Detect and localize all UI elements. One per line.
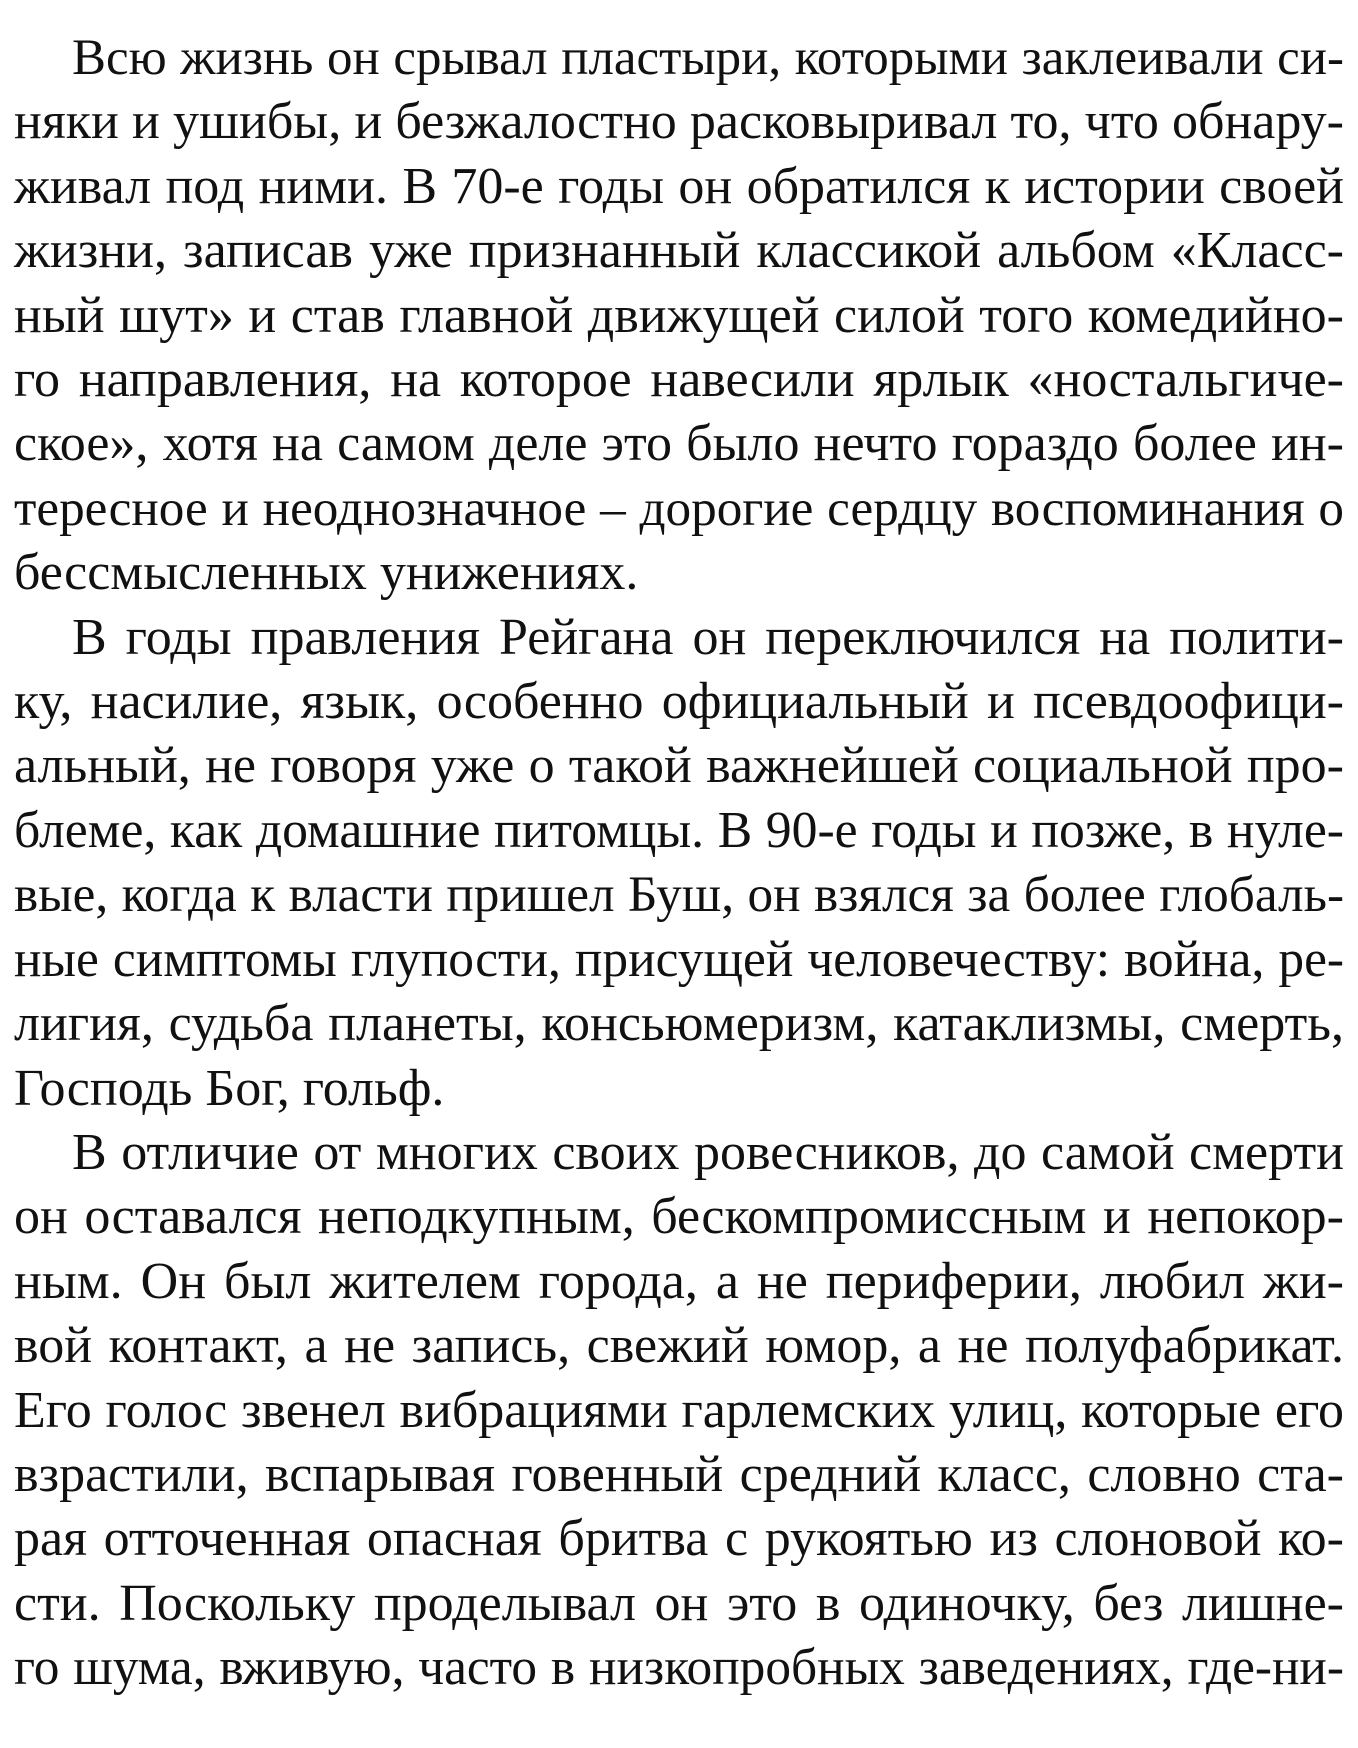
text-line: няки и ушибы, и безжалостно расковыривал то, что обнару- xyxy=(14,93,1344,151)
text-line: го шума, вживую, часто в низкопробных заведениях, где-ни- xyxy=(14,1639,1344,1697)
text-line: ным. Он был жителем города, а не периферии, любил жи- xyxy=(14,1252,1344,1310)
text-line: лигия, судьба планеты, консьюмеризм, катаклизмы, смерть, xyxy=(14,995,1344,1053)
text-line: ку, насилие, язык, особенно официальный и псевдоофици- xyxy=(14,673,1344,731)
text-line: живал под ними. В 70-е годы он обратился к истории своей xyxy=(14,157,1344,215)
text-line: ный шут» и став главной движущей силой того комедийно- xyxy=(14,286,1344,344)
text-line: сти. Поскольку проделывал он это в одиночку, без лишне- xyxy=(14,1574,1344,1632)
text-line: го направления, на которое навесили ярлык «ностальгиче- xyxy=(14,351,1344,409)
paragraph-3 xyxy=(14,1121,1344,1701)
text-line: Его голос звенел вибрациями гарлемских улиц, которые его xyxy=(14,1381,1344,1439)
text-line: Господь Бог, гольф. xyxy=(14,1059,445,1117)
text-line: блеме, как домашние питомцы. В 90-е годы и позже, в нуле- xyxy=(14,801,1344,859)
text-line: взрастили, вспарывая говенный средний класс, словно ста- xyxy=(14,1445,1344,1503)
text-line: бессмысленных унижениях. xyxy=(14,544,639,602)
text-line: вой контакт, а не запись, свежий юмор, а не полуфабрикат. xyxy=(14,1317,1344,1375)
text-line: ные симптомы глупости, присущей человечеству: война, ре- xyxy=(14,930,1344,988)
text-line: тересное и неоднозначное – дорогие сердцу воспоминания о xyxy=(14,479,1344,537)
text-line: В годы правления Рейгана он переключился на полити- xyxy=(72,608,1344,666)
paragraph-1 xyxy=(14,26,1344,606)
text-line: ское», хотя на самом деле это было нечто гораздо более ин- xyxy=(14,415,1344,473)
text-line: альный, не говоря уже о такой важнейшей социальной про- xyxy=(14,737,1344,795)
text-line: вые, когда к власти пришел Буш, он взялся за более глобаль- xyxy=(14,866,1344,924)
text-line: он оставался неподкупным, бескомпромиссным и непокор- xyxy=(14,1188,1344,1246)
document-page xyxy=(14,26,1344,1701)
text-line: рая отточенная опасная бритва с рукоятью из слоновой ко- xyxy=(14,1510,1344,1568)
text-line: В отличие от многих своих ровесников, до самой смерти xyxy=(72,1123,1344,1181)
text-line: Всю жизнь он срывал пластыри, которыми заклеивали си- xyxy=(72,30,1344,86)
paragraph-2 xyxy=(14,606,1344,1121)
text-line: жизни, записав уже признанный классикой альбом «Класс- xyxy=(14,222,1344,280)
